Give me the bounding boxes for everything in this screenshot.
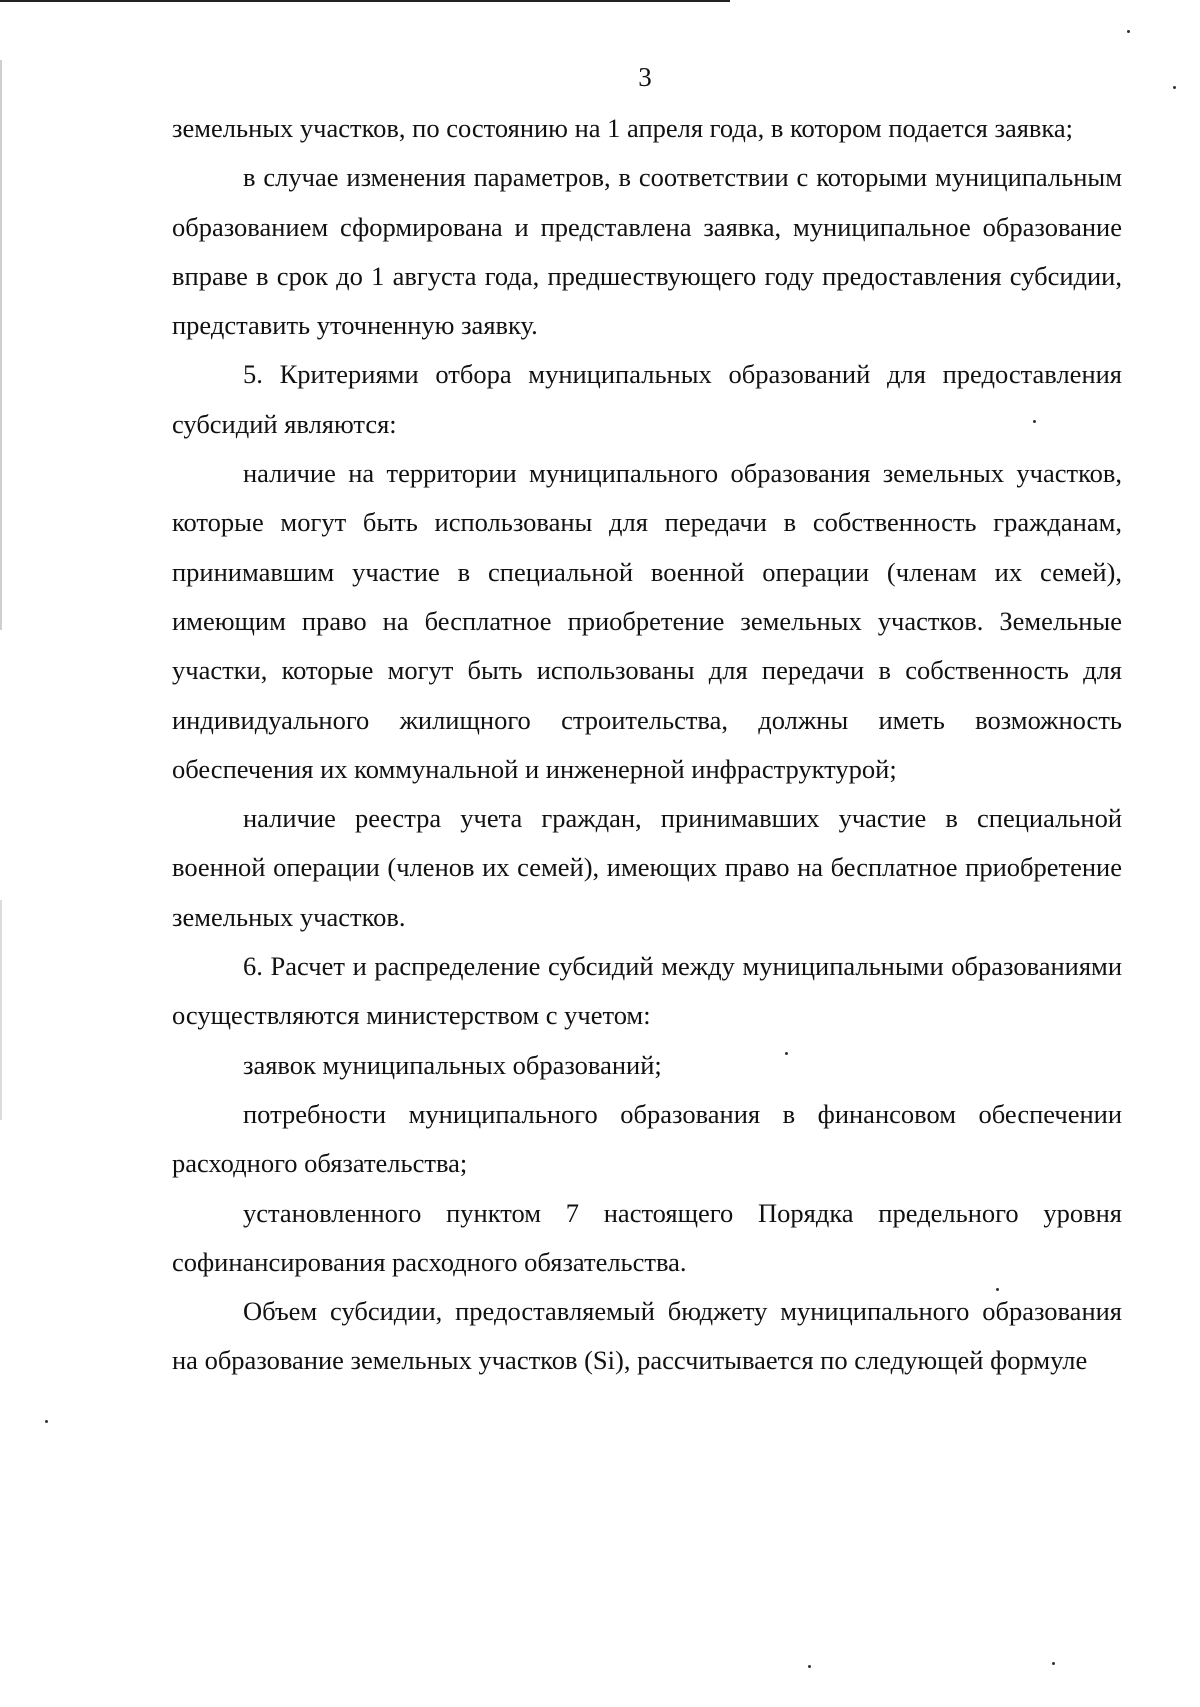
scan-speck	[1052, 1662, 1055, 1665]
top-rule	[0, 0, 730, 2]
scan-speck	[1173, 86, 1176, 89]
paragraph-continuation: земельных участков, по состоянию на 1 апреля года, в котором подается заявка;	[172, 113, 1073, 143]
document-body	[172, 104, 1122, 1386]
scan-edge-line-lower	[0, 900, 2, 1120]
scan-speck	[808, 1665, 811, 1668]
paragraph-registry-criterion: наличие реестра учета граждан, принимавших участие в специальной военной операции (членов их семей), имеющих право на бесплатное приобретение земельных участков.	[172, 803, 1122, 932]
paragraph-subsidy-volume: Объем субсидии, предоставляемый бюджету муниципального образования на образование земельных участков (Si), рассчитывается по следующей формуле	[172, 1296, 1122, 1376]
scan-speck	[996, 1288, 999, 1291]
paragraph-cofinancing-limit: установленного пунктом 7 настоящего Порядка предельного уровня софинансирования расходного обязательства.	[172, 1197, 1122, 1277]
scan-speck	[45, 1420, 48, 1423]
paragraph-needs: потребности муниципального образования в финансовом обеспечении расходного обязательства;	[172, 1098, 1122, 1179]
page-number: 3	[638, 62, 652, 92]
scan-speck	[785, 1052, 788, 1055]
scan-edge-line	[0, 60, 2, 630]
paragraph-item-5: 5. Критериями отбора муниципальных образований для предоставления субсидий являются:	[172, 359, 1122, 439]
scan-speck	[1033, 420, 1036, 423]
paragraph-applications: заявок муниципальных образований;	[243, 1049, 662, 1080]
paragraph-land-criterion: наличие на территории муниципального образования земельных участков, которые могут быть использованы для передачи в собственность гражданам, принимавшим участие в специальной военной операции (членам их семей), имеющим право на бесплатное приобретение земельных участков. Земельные участки, которые могут быть использованы для передачи в собственность для индивидуального жилищного строительства, должны иметь возможность обеспечения их коммунальной и инженерной инфраструктурой;	[172, 458, 1122, 784]
paragraph-clarified-application: в случае изменения параметров, в соответствии с которыми муниципальным образованием сформирована и представлена заявка, муниципальное образование вправе в срок до 1 августа года, предшествующего году предоставления субсидии, представить уточненную заявку.	[172, 162, 1122, 341]
scan-speck	[1127, 30, 1130, 33]
paragraph-item-6: 6. Расчет и распределение субсидий между муниципальными образованиями осуществляются министерством с учетом:	[172, 951, 1122, 1031]
